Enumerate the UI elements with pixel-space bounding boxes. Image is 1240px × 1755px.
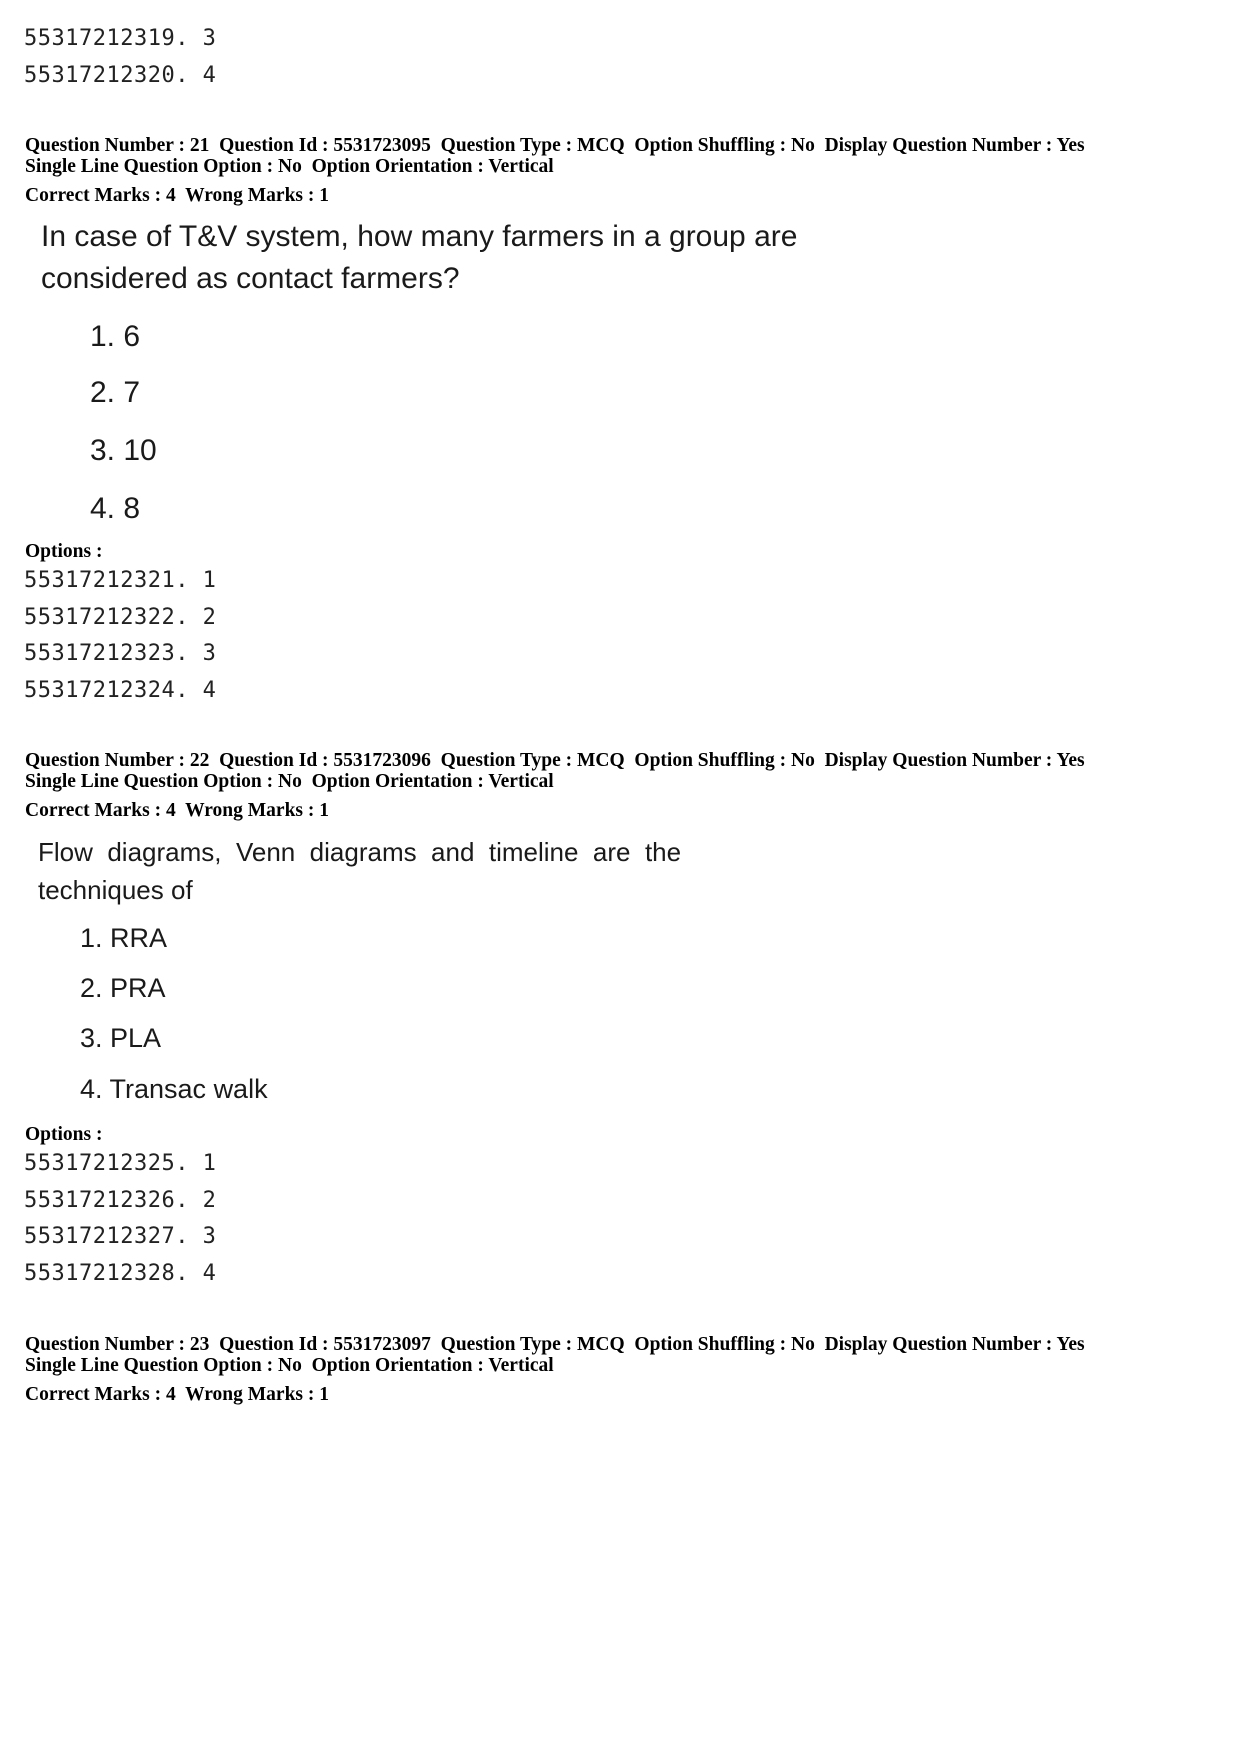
prev-option-3: 55317212319. 3 <box>24 26 217 51</box>
question-22-choice-3: 3. PLA <box>80 1023 162 1053</box>
question-21-choice-2: 2. 7 <box>90 376 141 409</box>
question-22-option-2: 55317212326. 2 <box>24 1188 217 1213</box>
question-21-marks: Correct Marks : 4 Wrong Marks : 1 <box>25 185 330 206</box>
question-22-option-3: 55317212327. 3 <box>24 1224 217 1249</box>
question-22-text-line1: Flow diagrams, Venn diagrams and timeline are the <box>38 837 682 867</box>
prev-option-4: 55317212320. 4 <box>24 63 217 88</box>
question-22-header-line2: Single Line Question Option : No Option Orientation : Vertical <box>25 771 554 792</box>
question-22-choice-1: 1. RRA <box>80 923 168 953</box>
question-22-options-label: Options : <box>25 1124 103 1145</box>
question-22-text-line2: techniques of <box>38 875 193 905</box>
question-21-options-label: Options : <box>25 541 103 562</box>
question-21-option-4: 55317212324. 4 <box>24 678 217 703</box>
question-21-header-line2: Single Line Question Option : No Option Orientation : Vertical <box>25 156 554 177</box>
question-22-choice-4: 4. Transac walk <box>80 1074 268 1104</box>
question-22-choice-2: 2. PRA <box>80 973 166 1003</box>
question-21-choice-4: 4. 8 <box>90 492 141 525</box>
question-21-text-line2: considered as contact farmers? <box>41 262 460 295</box>
question-23-header-line1: Question Number : 23 Question Id : 5531723097 Question Type : MCQ Option Shuffling : No Display Question Number : Yes <box>25 1334 1085 1355</box>
question-22-option-1: 55317212325. 1 <box>24 1151 217 1176</box>
question-21-option-3: 55317212323. 3 <box>24 641 217 666</box>
question-21-choice-1: 1. 6 <box>90 320 141 353</box>
question-21-header-line1: Question Number : 21 Question Id : 5531723095 Question Type : MCQ Option Shuffling : No Display Question Number : Yes <box>25 135 1085 156</box>
question-23-header-line2: Single Line Question Option : No Option Orientation : Vertical <box>25 1355 554 1376</box>
question-21-text-line1: In case of T&V system, how many farmers in a group are <box>41 220 798 253</box>
question-22-option-4: 55317212328. 4 <box>24 1261 217 1286</box>
question-22-header-line1: Question Number : 22 Question Id : 5531723096 Question Type : MCQ Option Shuffling : No Display Question Number : Yes <box>25 750 1085 771</box>
question-23-marks: Correct Marks : 4 Wrong Marks : 1 <box>25 1384 330 1405</box>
question-21-choice-3: 3. 10 <box>90 434 157 467</box>
question-21-option-2: 55317212322. 2 <box>24 605 217 630</box>
question-22-marks: Correct Marks : 4 Wrong Marks : 1 <box>25 800 330 821</box>
question-21-option-1: 55317212321. 1 <box>24 568 217 593</box>
